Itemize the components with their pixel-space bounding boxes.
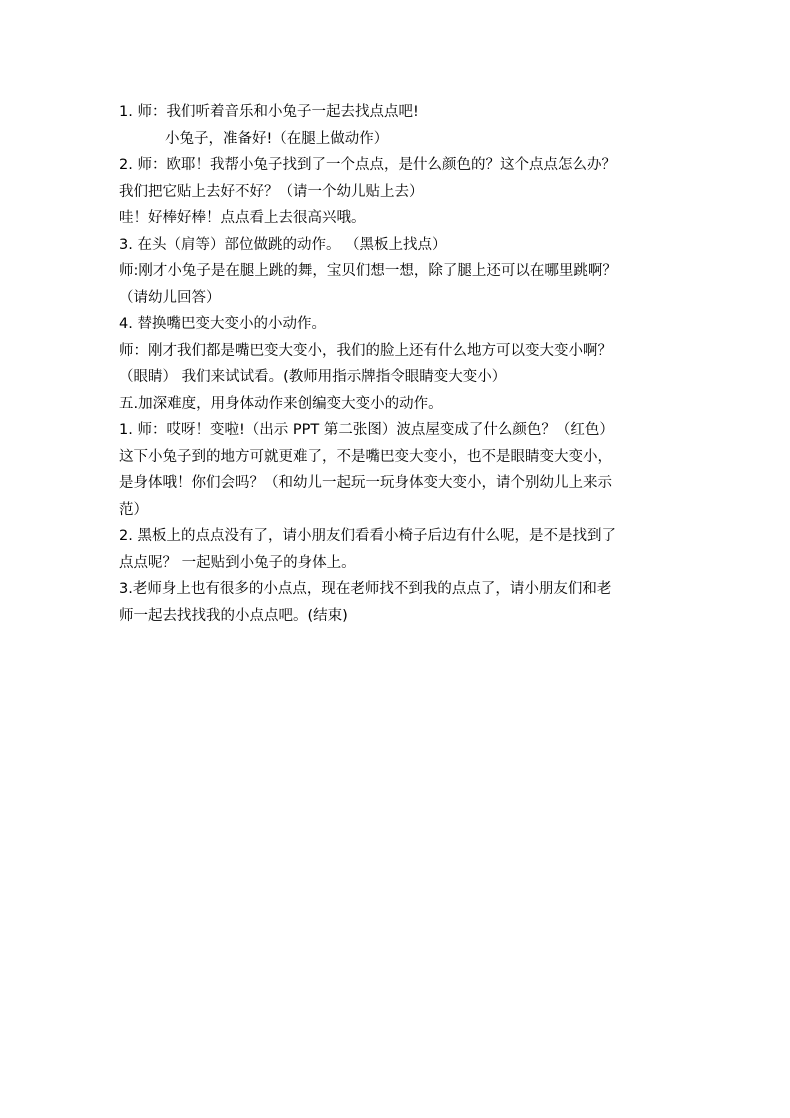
text-line-19: 3.老师身上也有很多的小点点，现在老师找不到我的点点了，请小朋友们和老 <box>119 581 612 597</box>
text-line-5: 哇！好棒好棒！点点看上去很高兴哦。 <box>119 210 366 226</box>
text-line-2: 小兔子，准备好!（在腿上做动作） <box>165 130 389 147</box>
text-line-17: 2. 黑板上的点点没有了，请小朋友们看看小椅子后边有什么呢，是不是找到了 <box>119 528 616 544</box>
section-heading: 五.加深难度，用身体动作来创编变大变小的动作。 <box>119 395 443 412</box>
text-line-1: 1. 师：我们听着音乐和小兔子一起去找点点吧! <box>119 104 419 120</box>
text-line-8: （请幼儿回答） <box>119 289 221 306</box>
text-line-7: 师:刚才小兔子是在腿上跳的舞，宝贝们想一想，除了腿上还可以在哪里跳啊？ <box>119 263 617 279</box>
text-line-3: 2. 师：欧耶！我帮小兔子找到了一个点点，是什么颜色的？这个点点怎么办？ <box>119 157 616 173</box>
text-line-15: 是身体哦！你们会吗？（和幼儿一起玩一玩身体变大变小，请个别幼儿上来示 <box>119 475 612 491</box>
text-line-10: 师：刚才我们都是嘴巴变大变小，我们的脸上还有什么地方可以变大变小啊？ <box>119 342 612 359</box>
text-line-20: 师一起去找找我的小点点吧。(结束) <box>119 607 348 624</box>
text-line-4: 我们把它贴上去好不好？（请一个幼儿贴上去） <box>119 183 424 200</box>
text-line-13: 1. 师：哎呀！变啦!（出示 PPT 第二张图）波点屋变成了什么颜色？（红色） <box>119 422 614 438</box>
text-line-18: 点点呢？ 一起贴到小兔子的身体上。 <box>119 554 356 571</box>
text-line-14: 这下小兔子到的地方可就更难了，不是嘴巴变大变小，也不是眼睛变大变小， <box>119 448 612 465</box>
text-line-9: 4. 替换嘴巴变大变小的小动作。 <box>119 316 326 332</box>
text-line-6: 3. 在头（肩等）部位做跳的动作。 （黑板上找点） <box>119 236 447 253</box>
text-line-11: （眼睛） 我们来试试看。(教师用指示牌指令眼睛变大变小） <box>119 369 507 385</box>
document-body <box>119 99 679 629</box>
text-line-16: 范） <box>119 501 148 518</box>
